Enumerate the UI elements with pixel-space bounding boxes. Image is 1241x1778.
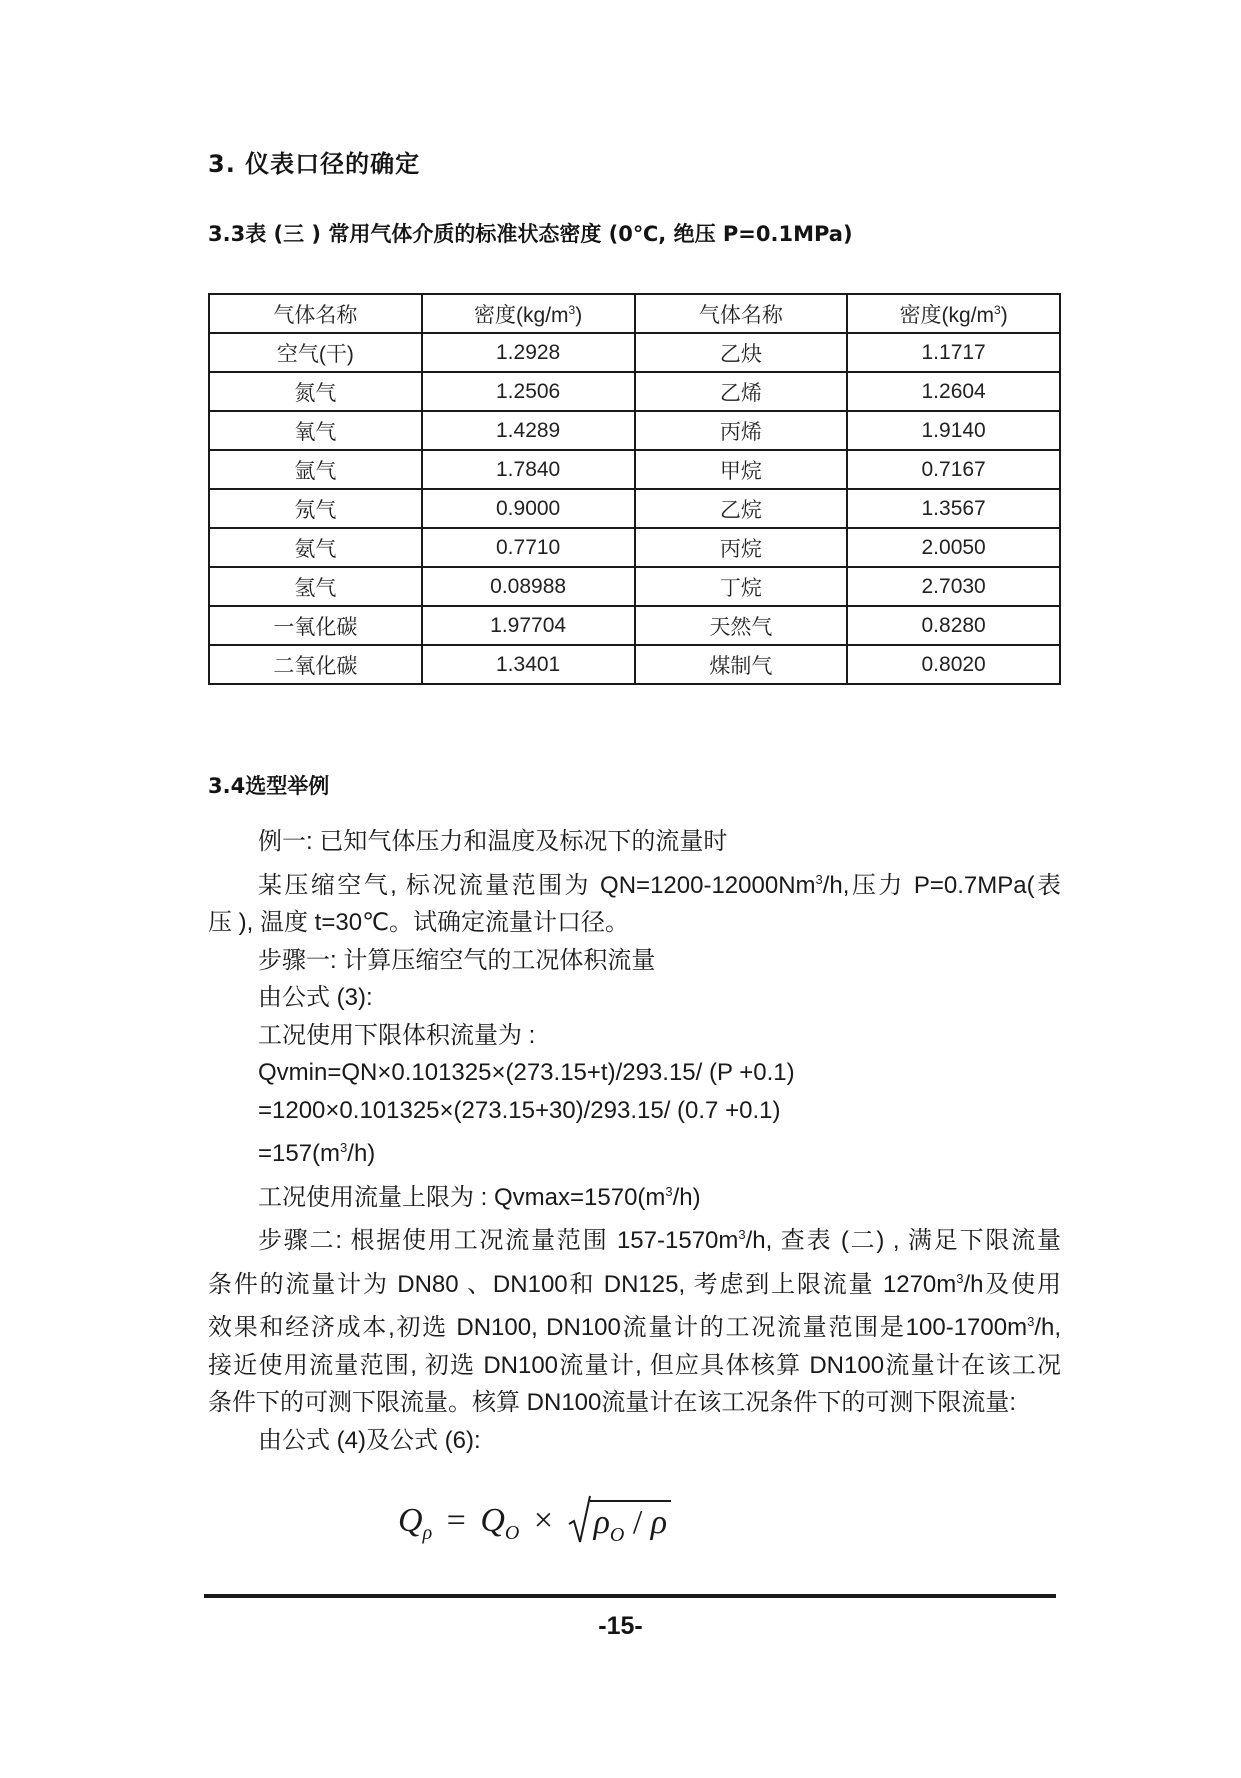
density-cell: 1.9140 [847,411,1060,450]
table-row [209,450,1060,489]
body-line: =1200×0.101325×(273.15+30)/293.15/ (0.7 +0.1) [258,1096,781,1124]
table-row [209,372,1060,411]
header-gas-name: 气体名称 [635,294,848,333]
body-line: 步骤一: 计算压缩空气的工况体积流量 [258,946,656,974]
gas-name-cell: 乙炔 [635,333,848,372]
gas-density-table [208,293,1061,685]
gas-name-cell: 煤制气 [635,645,848,684]
density-cell: 1.3567 [847,489,1060,528]
density-cell: 2.0050 [847,528,1060,567]
gas-name-cell: 丙烯 [635,411,848,450]
header-density: 密度$(kg/m^3)$ [847,294,1060,333]
table-row [209,411,1060,450]
gas-name-cell: 氩气 [209,450,422,489]
gas-name-cell: 丙烷 [635,528,848,567]
body-line: 条件的流量计为 DN80 、DN100和 DN125, 考虑到上限流量 $1270m^3/h$及使用 [208,1270,1062,1298]
gas-name-cell: 乙烷 [635,489,848,528]
body-line: 压 ), 温度 t=30℃。试确定流量计口径。 [208,909,629,936]
page-number: -15- [598,1612,643,1640]
gas-name-cell: 氧气 [209,411,422,450]
body-line: 例一: 已知气体压力和温度及标况下的流量时 [258,828,728,855]
density-cell: 1.2928 [422,333,635,372]
body-line: 条件下的可测下限流量。核算 DN100流量计在该工况条件下的可测下限流量: [208,1389,1017,1416]
table-caption: 3.3表 (三 ) 常用气体介质的标准状态密度 (0℃, 绝压 P=0.1MPa) [208,222,853,246]
body-line: 效果和经济成本,初选 DN100, DN100流量计的工况流量范围是$100-1700m^3/h$, [208,1314,1061,1341]
density-cell: 2.7030 [847,567,1060,606]
gas-name-cell: 氖气 [209,489,422,528]
gas-name-cell: 甲烷 [635,450,848,489]
gas-name-cell: 氨气 [209,528,422,567]
gas-name-cell: 一氧化碳 [209,606,422,645]
density-cell: 1.97704 [422,606,635,645]
density-correction-formula: $Q_\rho = Q_O$ × $\rho_O$ / ρ [398,1500,671,1547]
density-cell: 0.8280 [847,606,1060,645]
body-line: 某压缩空气, 标况流量范围为 $QN=1200-12000Nm^3/h$,压力 P=0.7MPa(表 [258,871,1062,899]
table-row [209,333,1060,372]
body-line: 工况使用下限体积流量为 : [258,1021,536,1049]
density-cell: 0.08988 [422,567,635,606]
table-row [209,645,1060,684]
table-row [209,489,1060,528]
table-row [209,528,1060,567]
density-cell: 1.4289 [422,411,635,450]
density-cell: 1.2604 [847,372,1060,411]
header-density: 密度$(kg/m^3)$ [422,294,635,333]
density-cell: 1.1717 [847,333,1060,372]
density-cell: 0.8020 [847,645,1060,684]
gas-name-cell: 天然气 [635,606,848,645]
table-header-row [209,294,1060,333]
density-cell: 1.3401 [422,645,635,684]
body-line: 由公式 (3): [258,984,373,1011]
body-line: 工况使用流量上限为 : $Qvmax=1570(m^3/h)$ [258,1183,701,1211]
body-line: $=157(m^3/h)$ [258,1140,376,1167]
table-row [209,606,1060,645]
square-root-icon: $\rho_O$ / ρ [568,1500,672,1547]
footer-rule [204,1594,1056,1598]
gas-name-cell: 丁烷 [635,567,848,606]
density-cell: 1.7840 [422,450,635,489]
density-cell: 0.7167 [847,450,1060,489]
gas-name-cell: 氮气 [209,372,422,411]
table-row [209,567,1060,606]
body-line: 由公式 (4)及公式 (6): [258,1426,481,1454]
body-line: Qvmin=QN×0.101325×(273.15+t)/293.15/ (P +0.1) [258,1059,795,1086]
example-body [208,823,1061,1459]
density-cell: 1.2506 [422,372,635,411]
body-line: 接近使用流量范围, 初选 DN100流量计, 但应具体核算 DN100流量计在该工况 [208,1351,1061,1379]
body-line: 步骤二: 根据使用工况流量范围 $157-1570m^3/h$, 查表 (二) , 满足下限流量 [258,1227,1061,1254]
density-cell: 0.9000 [422,489,635,528]
gas-name-cell: 二氧化碳 [209,645,422,684]
gas-name-cell: 空气(干) [209,333,422,372]
gas-name-cell: 氢气 [209,567,422,606]
header-gas-name: 气体名称 [209,294,422,333]
density-cell: 0.7710 [422,528,635,567]
section-heading: 3. 仪表口径的确定 [208,150,421,178]
gas-name-cell: 乙烯 [635,372,848,411]
example-heading: 3.4选型举例 [208,774,330,798]
